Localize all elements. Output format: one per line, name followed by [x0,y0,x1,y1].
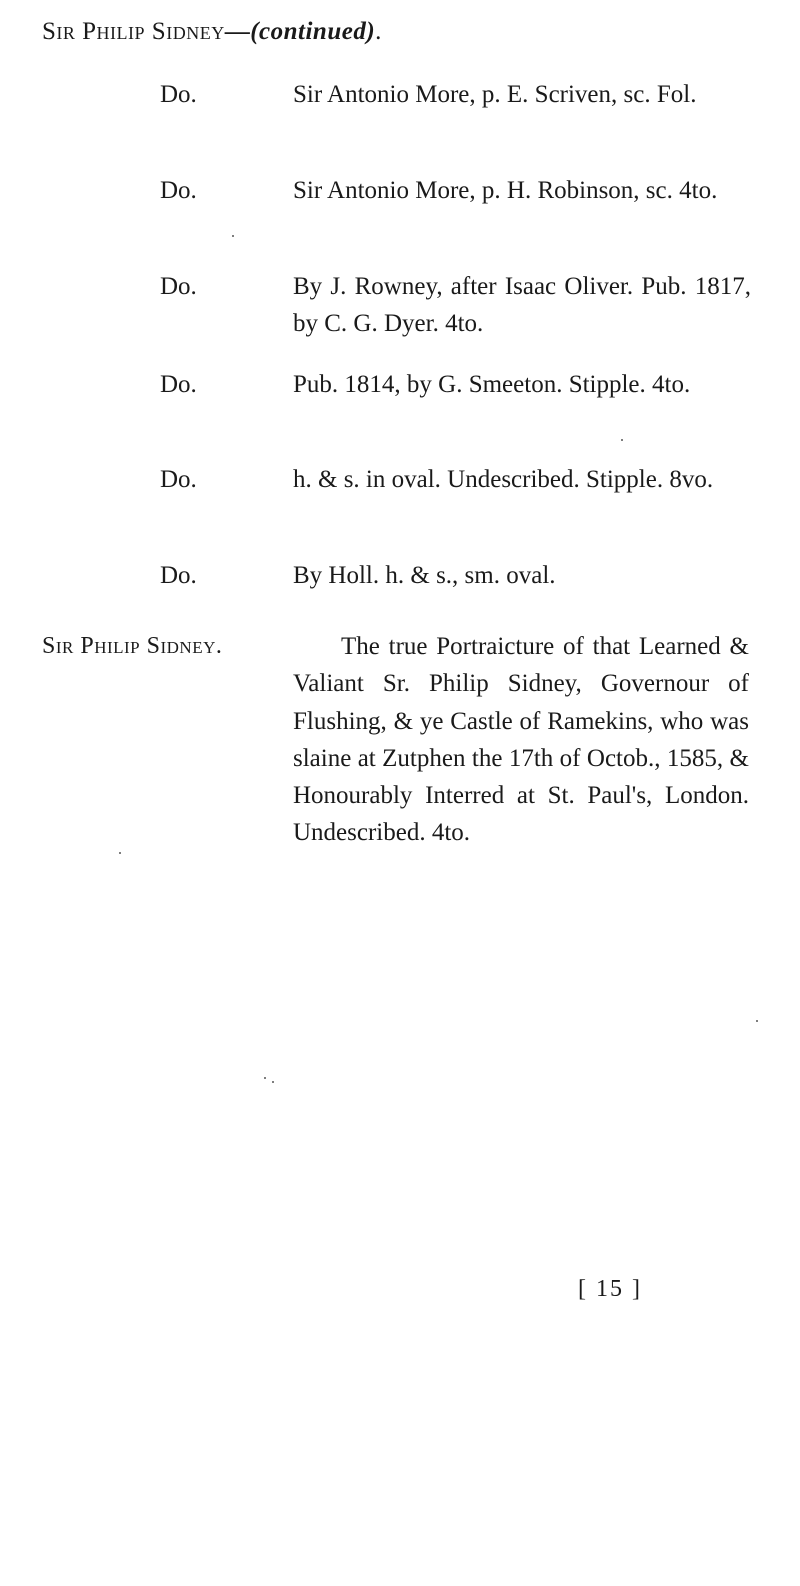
entry-label: Do. [160,562,197,589]
print-speck [119,852,121,854]
print-speck [264,1077,266,1079]
print-speck [621,439,623,441]
entry-label: Do. [160,466,197,493]
entry-description: By Holl. h. & s., sm. oval. [293,562,556,589]
entry-label: Do. [160,273,197,300]
main-entry-text: The true Portraicture of that Learned & Valiant Sr. Philip Sidney, Governour of Flushing, & ye Castle of Ramekins, who was slaine at Zutphen the 17th of Octob., 1585, & Honourably Interred at St. Paul's, London. Undescribed. 4to. [293,633,749,847]
header-dash: — [224,18,251,45]
header-name: Sir Philip Sidney [42,18,225,45]
entry-description: By J. Rowney, after Isaac Oliver. Pub. 1817, by C. G. Dyer. 4to. [293,273,751,337]
entry-label: Do. [160,177,197,204]
entry-description: Sir Antonio More, p. E. Scriven, sc. Fol. [293,81,697,108]
entry-description: Sir Antonio More, p. H. Robinson, sc. 4to. [293,177,718,204]
entry-label: Do. [160,81,197,108]
print-speck [232,235,234,237]
page-number: [ 15 ] [578,1276,642,1302]
header-continued: (continued) [250,18,376,45]
print-speck [272,1081,274,1083]
main-entry-title: Sir Philip Sidney. [42,633,223,659]
entry-description: Pub. 1814, by G. Smeeton. Stipple. 4to. [293,371,691,398]
entry-label: Do. [160,371,197,398]
entry-description: h. & s. in oval. Undescribed. Stipple. 8vo. [293,466,714,493]
print-speck [756,1020,758,1022]
header-end: . [375,18,382,45]
running-header [42,18,382,46]
